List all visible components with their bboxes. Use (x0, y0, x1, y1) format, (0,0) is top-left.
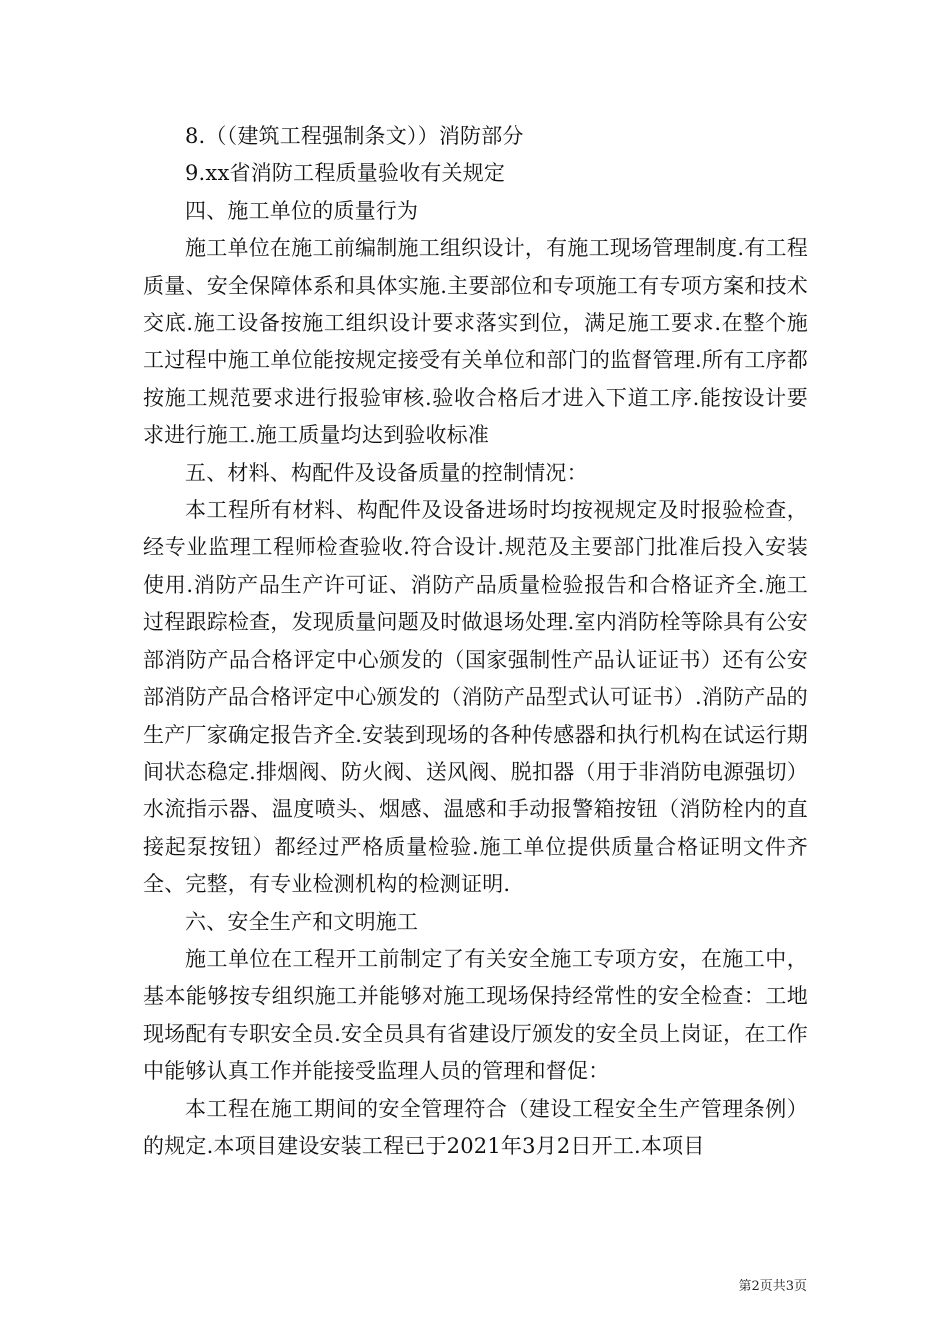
item-fire-code-section: 8.（（建筑工程强制条文））消防部分 (185, 124, 524, 148)
page-footer (0, 1275, 950, 1294)
paragraph-safety-plan: 施工单位在工程开工前制定了有关安全施工专项方安，在施工中，基本能够按专组织施工并能够对施工现场保持经常性的安全检查：工地现场配有专职安全员.安全员具有省建设厅颁发的安全员上岗证，在工作中能够认真工作并能接受监理人员的管理和督促： (143, 946, 808, 1084)
document-body (143, 118, 808, 1165)
item-provincial-acceptance-rules: 9.xx省消防工程质量验收有关规定 (185, 161, 506, 186)
page-number: 第2页共3页 (738, 1279, 807, 1294)
paragraph-materials-control: 本工程所有材料、构配件及设备进场时均按视规定及时报验检查，经专业监理工程师检查验收.符合设计.规范及主要部门批准后投入安装使用.消防产品生产许可证、消防产品质量检验报告和合格证齐全.施工过程跟踪检查，发现质量问题及时做退场处理.室内消防栓等除具有公安部消防产品合格评定中心颁发的（国家强制性产品认证证书）还有公安部消防产品合格评定中心颁发的（消防产品型式认可证书）.消防产品的生产厂家确定报告齐全.安装到现场的各种传感器和执行机构在试运行期间状态稳定.排烟阀、防火阀、送风阀、脱扣器（用于非消防电源强切）水流指示器、温度喷头、烟感、温感和手动报警箱按钮（消防栓内的直接起泵按钮）都经过严格质量检验.施工单位提供质量合格证明文件齐全、完整，有专业检测机构的检测证明. (143, 498, 808, 897)
section-heading-safety: 六、安全生产和文明施工 (185, 909, 419, 934)
section-heading-contractor-quality: 四、施工单位的质量行为 (185, 198, 419, 223)
paragraph-contractor-quality: 施工单位在施工前编制施工组织设计，有施工现场管理制度.有工程质量、安全保障体系和具体实施.主要部位和专项施工有专项方案和技术交底.施工设备按施工组织设计要求落实到位，满足施工要求.在整个施工过程中施工单位能按规定接受有关单位和部门的监督管理.所有工序都按施工规范要求进行报验审核.验收合格后才进入下道工序.能按设计要求进行施工.施工质量均达到验收标准 (143, 236, 808, 448)
paragraph-safety-management: 本工程在施工期间的安全管理符合（建设工程安全生产管理条例）的规定.本项目建设安装工程已于2021年3月2日开工.本项目 (143, 1096, 808, 1158)
section-heading-materials-control: 五、材料、构配件及设备质量的控制情况： (185, 460, 588, 485)
